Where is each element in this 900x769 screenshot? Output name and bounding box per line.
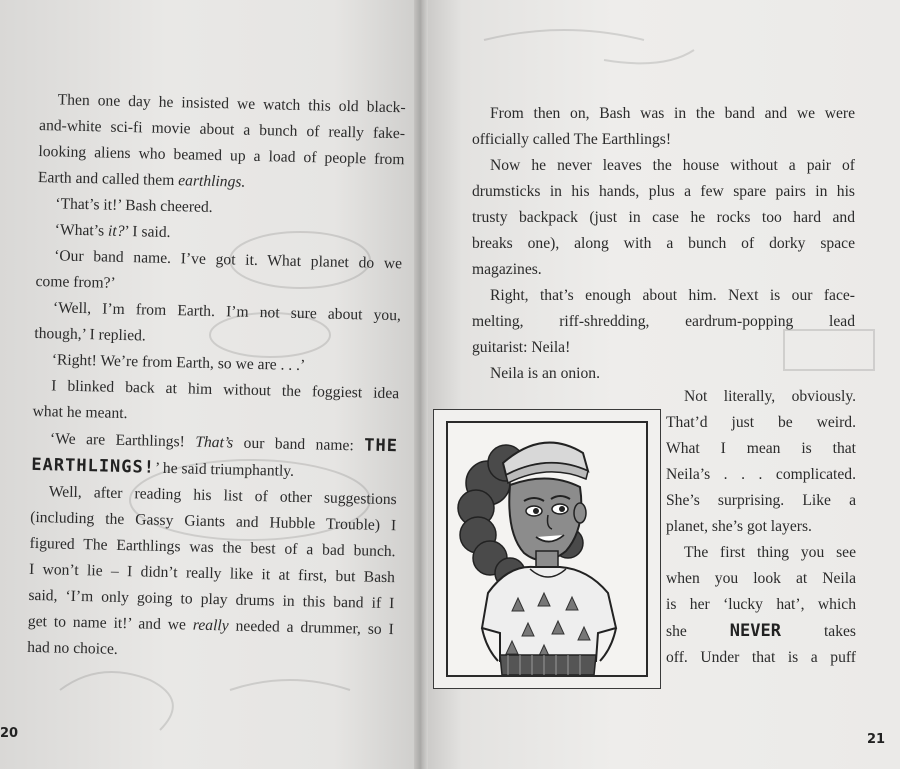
paragraph-line: said, ‘I’m only going to play drums in this band if I — [28, 586, 395, 613]
paragraph-line: Earth and called them earthlings. — [37, 168, 246, 191]
paragraph-line: That’d just be weird. — [666, 414, 856, 431]
paragraph-line: ‘Our band name. I’ve got it. What planet do we — [53, 247, 403, 273]
paragraph-line: had no choice. — [27, 638, 118, 658]
paragraph-line: is her ‘lucky hat’, which — [666, 596, 856, 613]
paragraph-line: What I mean is that — [666, 440, 856, 457]
illustration-frame — [433, 409, 661, 689]
book-gutter — [414, 0, 428, 769]
left-page-text — [27, 87, 406, 669]
never-display-text: NEVER — [729, 621, 781, 641]
wrapped-text-beside-illustration — [666, 384, 856, 671]
paragraph-line: (including the Gassy Giants and Hubble Trouble) I — [30, 508, 397, 535]
right-page-text — [472, 101, 855, 387]
paragraph-line: EARTHLINGS!’ he said triumphantly. — [31, 454, 295, 480]
paragraph-line: off. Under that is a puff — [666, 649, 856, 666]
paragraph-line: Neila’s . . . complicated. — [666, 466, 856, 483]
paragraph-line: ‘Right! We’re from Earth, so we are . . .’ — [51, 351, 306, 375]
paragraph-line: come from?’ — [35, 272, 116, 292]
paragraph-line: ‘We are Earthlings! That’s our band name: THE — [49, 430, 399, 457]
paragraph-line: trusty backpack (just in case he rocks too hard and — [472, 209, 855, 226]
band-name-display-text: EARTHLINGS! — [31, 454, 156, 478]
paragraph-line: Well, after reading his list of other suggestions — [48, 483, 397, 509]
page-number-left: 20 — [0, 726, 19, 741]
paragraph-line: though,’ I replied. — [34, 324, 147, 345]
paragraph-line: ‘Well, I’m from Earth. I’m not sure about you, — [52, 299, 402, 325]
paragraph-line: she NEVER takes — [666, 621, 856, 641]
paragraph-line: magazines. — [472, 261, 542, 278]
paragraph-line: ‘What’s it?’ I said. — [54, 221, 171, 241]
page-number-right: 21 — [867, 732, 886, 747]
paragraph-line: I won’t lie – I didn’t really like it at first, but Bash — [28, 560, 396, 587]
paragraph-line: Then one day he insisted we watch this old black- — [57, 91, 406, 117]
paragraph-line: ‘That’s it!’ Bash cheered. — [55, 195, 213, 216]
paragraph-line: From then on, Bash was in the band and we were — [490, 105, 855, 122]
neila-illustration — [448, 423, 646, 675]
band-name-display-text: THE — [364, 435, 399, 457]
paragraph-line: get to name it!’ and we really needed a drummer, so I — [27, 612, 394, 639]
paragraph-line: Neila is an onion. — [490, 365, 601, 382]
paragraph-line: planet, she’s got layers. — [666, 518, 812, 535]
paragraph-line: breaks one), along with a bunch of dorky space — [472, 235, 855, 252]
paragraph-line: when you look at Neila — [666, 570, 856, 587]
paragraph-line: drumsticks in his hands, plus a few spare pairs in his — [472, 183, 855, 200]
paragraph-line: and-white sci-fi movie about a bunch of really fake- — [38, 116, 406, 143]
character-portrait — [446, 421, 648, 677]
paragraph-line: melting, riff-shredding, eardrum-popping lead — [472, 313, 855, 330]
paragraph-line: I blinked back at him without the foggiest idea — [51, 377, 400, 403]
paragraph-line: She’s surprising. Like a — [666, 492, 856, 509]
paragraph-line: figured The Earthlings was the best of a bad bunch. — [29, 534, 396, 561]
paragraph-line: Not literally, obviously. — [684, 388, 856, 405]
paragraph-line: Now he never leaves the house without a pair of — [490, 157, 855, 174]
paragraph-line: what he meant. — [32, 402, 128, 423]
paragraph-line: officially called The Earthlings! — [472, 131, 672, 148]
paragraph-line: The first thing you see — [684, 544, 856, 561]
paragraph-line: looking aliens who beamed up a load of people from — [38, 142, 405, 169]
paragraph-line: Right, that’s enough about him. Next is our face- — [490, 287, 855, 304]
paragraph-line: guitarist: Neila! — [472, 339, 571, 356]
